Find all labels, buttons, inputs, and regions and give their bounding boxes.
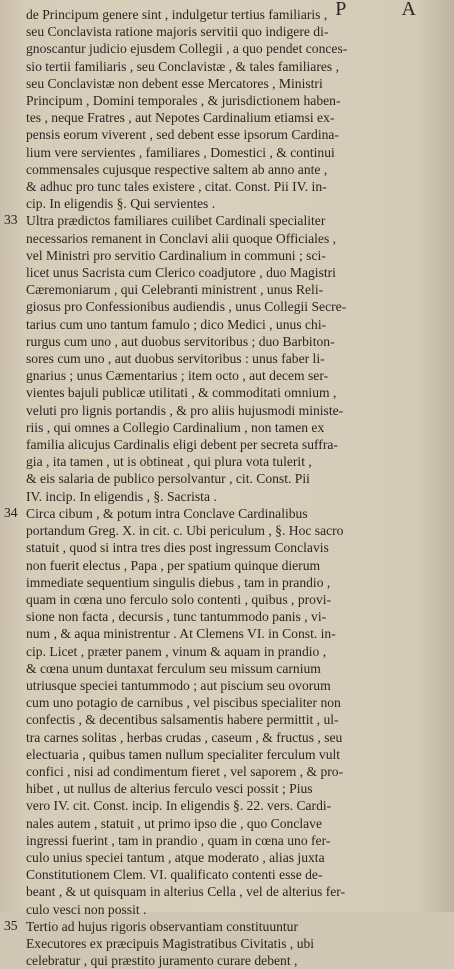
text-line: portandum Greg. X. in cit. c. Ubi periculum , §. Hoc sacro bbox=[26, 523, 344, 539]
text-line: quam in cœna uno ferculo solo contenti , quibus , provi- bbox=[26, 591, 332, 607]
text-line: gia , ita tamen , ut is obtineat , qui plura vota tulerit , bbox=[26, 454, 312, 470]
text-line: familia alicujus Cardinalis eligi debent per secreta suffra- bbox=[26, 437, 338, 453]
text-line: statuit , quod si intra tres dies post ingressum Conclavis bbox=[26, 540, 329, 556]
paragraph-number: 35 bbox=[4, 917, 18, 933]
text-line: de Principum genere sint , indulgetur tertius familiaris , bbox=[26, 7, 328, 22]
text-line: non fuerit electus , Papa , per spatium quinque dierum bbox=[26, 557, 321, 573]
text-line: beant , & ut quisquam in alterius Cella , vel de alterius fer- bbox=[26, 884, 346, 900]
text-line: pensis eorum viverent , sed debent esse ipsorum Cardina- bbox=[26, 127, 339, 143]
text-line: cip. In eligendis §. Qui servientes . bbox=[26, 196, 216, 212]
page-body bbox=[4, 6, 446, 969]
text-line: tra carnes solitas , herbas crudas , caseum , & fructus , seu bbox=[26, 729, 343, 745]
text-line: cum uno potagio de carnibus , vel piscibus specialiter non bbox=[26, 695, 341, 711]
running-header: P A bbox=[335, 0, 442, 20]
text-line: seu Conclavistæ non debent esse Mercatores , Ministri bbox=[26, 75, 323, 91]
paragraph bbox=[4, 917, 446, 969]
text-line: ingressi fuerint , tam in prandio , quam in cœna uno fer- bbox=[26, 832, 331, 848]
paragraph-number: 34 bbox=[4, 504, 18, 520]
text-line: & cœna unum duntaxat ferculum seu missum carnium bbox=[26, 660, 321, 676]
text-line: vel Ministri pro servitio Cardinalium in communi ; sci- bbox=[26, 247, 326, 263]
paragraph bbox=[10, 6, 446, 212]
text-line: sio tertii familiaris , seu Conclavistæ , & tales familiares , bbox=[26, 58, 339, 74]
text-line: confici , nisi ad condimentum fieret , vel saporem , & pro- bbox=[26, 763, 344, 779]
text-line: rurgus cum uno , aut duobus servitoribus ; duo Barbiton- bbox=[26, 333, 335, 349]
text-line: vero IV. cit. Const. incip. In eligendis §. 22. vers. Cardi- bbox=[26, 798, 332, 814]
text-line: giosus pro Confessionibus audiendis , unus Collegii Secre- bbox=[26, 299, 347, 315]
text-line: sione non facta , decursis , tunc tantummodo panis , vi- bbox=[26, 609, 327, 625]
text-line: & adhuc pro tunc tales existere , citat. Const. Pii IV. in- bbox=[26, 179, 327, 195]
text-line: gnoscantur judicio ejusdem Collegii , a quo pendet conces- bbox=[26, 41, 348, 57]
text-line: confectis , & decentibus salsamentis habere permittit , ul- bbox=[26, 712, 339, 728]
text-line: Executores ex præcipuis Magistratibus Civitatis , ubi bbox=[26, 935, 315, 951]
text-line: nales autem , statuit , ut primo ipso die , quo Conclave bbox=[26, 815, 322, 831]
text-line: & eis salaria de publico persolvantur , cit. Const. Pii bbox=[26, 471, 310, 487]
text-line: Cæremoniarum , qui Celebranti ministrent , unus Reli- bbox=[26, 282, 324, 298]
text-line: commensales cujusque respective saltem ab anno ante , bbox=[26, 161, 328, 177]
text-line: vientes bajuli publicæ utilitati , & commoditati omnium , bbox=[26, 385, 337, 401]
text-line: utriusque speciei tantummodo ; aut piscium seu ovorum bbox=[26, 677, 331, 693]
text-line: tarius cum uno tantum famulo ; dico Medici , unus chi- bbox=[26, 316, 327, 332]
text-line: Constitutionem Clem. VI. qualificato contenti esse de- bbox=[26, 867, 323, 883]
paragraph bbox=[4, 212, 446, 504]
text-line: gnarius ; unus Cæmentarius ; item octo , aut decem ser- bbox=[26, 368, 329, 384]
text-line: hibet , ut nullus de alterius ferculo vesci possit ; Pius bbox=[26, 781, 313, 797]
text-line: sores cum uno , aut duobus servitoribus : unus faber li- bbox=[26, 351, 325, 367]
text-line: necessarios remanent in Conclavi alii quoque Officiales , bbox=[26, 230, 337, 246]
text-line: celebratur , qui præstito juramento curare debent , bbox=[26, 953, 298, 969]
text-line: lium vere servientes , familiares , Domestici , & continui bbox=[26, 144, 335, 160]
text-line: num , & aqua ministrentur . At Clemens VI. in Const. in- bbox=[26, 626, 336, 642]
text-line: Circa cibum , & potum intra Conclave Cardinalibus bbox=[26, 505, 308, 521]
text-line: veluti pro lignis portandis , & pro aliis hujusmodi ministe- bbox=[26, 402, 344, 418]
text-line: culo vesci non possit . bbox=[26, 901, 147, 917]
text-line: culo unius speciei tantum , atque moderato , alias juxta bbox=[26, 849, 325, 865]
text-line: Tertio ad hujus rigoris observantiam constituuntur bbox=[26, 918, 299, 934]
text-line: Principum , Domini temporales , & jurisdictionem haben- bbox=[26, 93, 341, 109]
text-line: riis , qui omnes a Collegio Cardinalium , non tamen ex bbox=[26, 419, 325, 435]
text-line: Ultra prædictos familiares cuilibet Cardinali specialiter bbox=[26, 213, 326, 229]
text-line: cip. Licet , præter panem , vinum & aquam in prandio , bbox=[26, 643, 327, 659]
text-line: immediate sequentium singulis diebus , tam in prandio , bbox=[26, 574, 331, 590]
text-line: licet unus Sacrista cum Clerico coadjutore , duo Magistri bbox=[26, 265, 336, 281]
paragraph bbox=[4, 504, 446, 918]
paragraph-number: 33 bbox=[4, 212, 18, 228]
text-line: seu Conclavista ratione majoris servitii quo indigere di- bbox=[26, 24, 329, 40]
text-line: IV. incip. In eligendis , §. Sacrista . bbox=[26, 488, 217, 504]
text-line: tes , neque Fratres , aut Nepotes Cardinalium etiamsi ex- bbox=[26, 110, 335, 126]
text-line: electuaria , quibus tamen nullum specialiter ferculum vult bbox=[26, 746, 341, 762]
